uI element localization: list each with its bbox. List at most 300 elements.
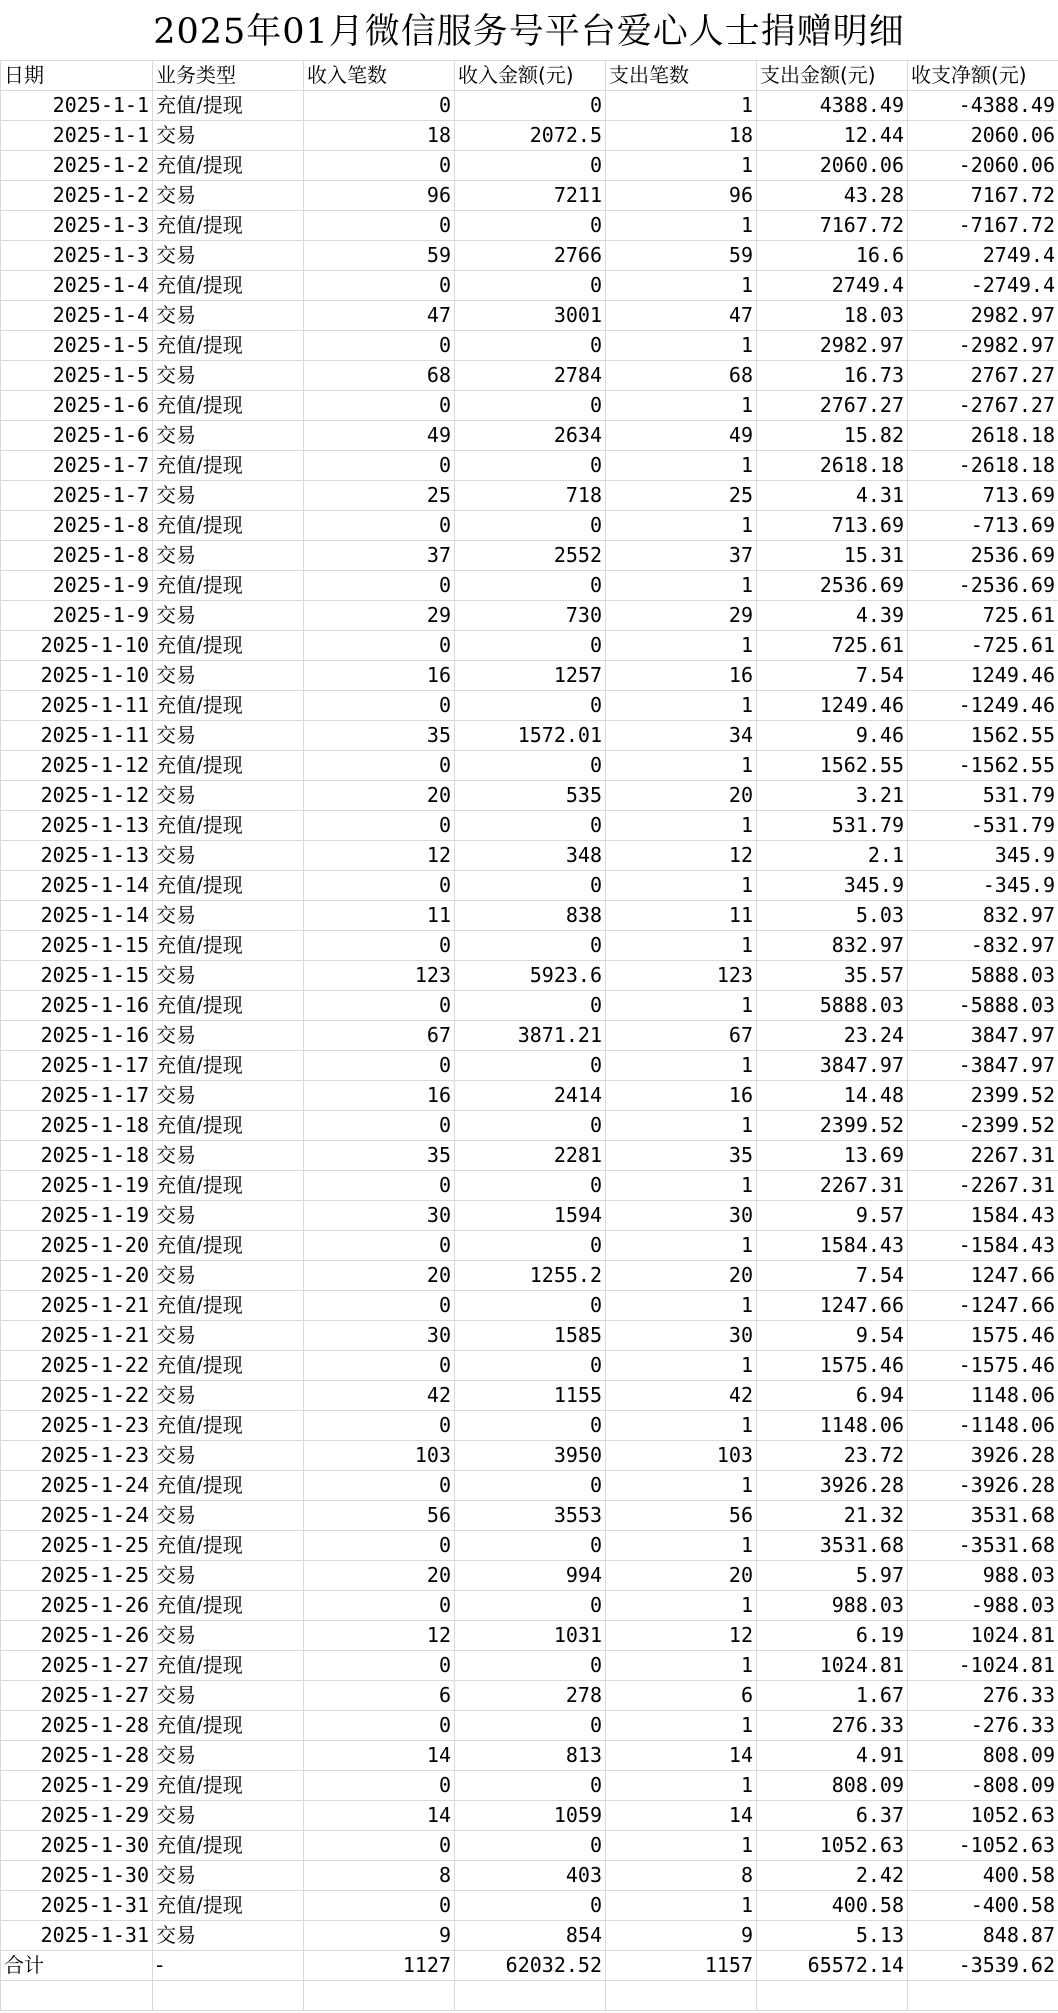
cell-expense-amount[interactable]: 725.61 (757, 631, 908, 661)
cell-expense-amount[interactable]: 2618.18 (757, 451, 908, 481)
cell-type[interactable]: 充值/提现 (153, 91, 304, 121)
cell-type[interactable]: 交易 (153, 121, 304, 151)
cell-expense-count[interactable]: 20 (606, 1561, 757, 1591)
cell-date[interactable]: 2025-1-6 (1, 421, 153, 451)
cell-income-amount[interactable]: 0 (455, 331, 606, 361)
cell-net-amount[interactable]: 531.79 (908, 781, 1058, 811)
cell-income-amount[interactable]: 0 (455, 1111, 606, 1141)
cell-date[interactable]: 2025-1-5 (1, 331, 153, 361)
cell-expense-amount[interactable]: 43.28 (757, 181, 908, 211)
cell-type[interactable]: 交易 (153, 1441, 304, 1471)
cell-expense-count[interactable]: 1 (606, 991, 757, 1021)
cell-expense-count[interactable]: 1 (606, 1831, 757, 1861)
cell-income-count[interactable]: 9 (304, 1921, 455, 1951)
cell-type[interactable]: 交易 (153, 361, 304, 391)
cell-income-count[interactable]: 0 (304, 1531, 455, 1561)
cell-type[interactable]: 充值/提现 (153, 151, 304, 181)
cell-date[interactable]: 2025-1-27 (1, 1651, 153, 1681)
cell-income-amount[interactable]: 0 (455, 511, 606, 541)
cell-income-amount[interactable]: 2634 (455, 421, 606, 451)
cell-income-amount[interactable]: 0 (455, 211, 606, 241)
cell-income-count[interactable]: 0 (304, 1291, 455, 1321)
cell-date[interactable]: 2025-1-30 (1, 1861, 153, 1891)
cell-date[interactable]: 2025-1-10 (1, 631, 153, 661)
cell-net-amount[interactable]: 3531.68 (908, 1501, 1058, 1531)
cell-date[interactable]: 2025-1-22 (1, 1381, 153, 1411)
cell-type[interactable]: 交易 (153, 841, 304, 871)
cell-net-amount[interactable]: -400.58 (908, 1891, 1058, 1921)
cell-net-amount[interactable]: 1247.66 (908, 1261, 1058, 1291)
cell-type[interactable]: 充值/提现 (153, 1531, 304, 1561)
cell-expense-amount[interactable]: 2399.52 (757, 1111, 908, 1141)
cell-expense-amount[interactable]: 5.97 (757, 1561, 908, 1591)
cell-date[interactable]: 2025-1-13 (1, 811, 153, 841)
cell-expense-amount[interactable]: 1584.43 (757, 1231, 908, 1261)
cell-income-amount[interactable]: 854 (455, 1921, 606, 1951)
cell-income-amount[interactable]: 0 (455, 571, 606, 601)
cell-net-amount[interactable]: 345.9 (908, 841, 1058, 871)
cell-income-amount[interactable]: 0 (455, 391, 606, 421)
cell-date[interactable]: 2025-1-7 (1, 481, 153, 511)
cell-income-count[interactable]: 20 (304, 781, 455, 811)
cell-expense-count[interactable]: 1 (606, 1231, 757, 1261)
cell-net-amount[interactable]: 725.61 (908, 601, 1058, 631)
cell-expense-amount[interactable]: 2267.31 (757, 1171, 908, 1201)
cell-expense-amount[interactable]: 15.31 (757, 541, 908, 571)
cell-expense-amount[interactable]: 2749.4 (757, 271, 908, 301)
cell-expense-amount[interactable]: 1052.63 (757, 1831, 908, 1861)
cell-date[interactable]: 2025-1-2 (1, 151, 153, 181)
cell-expense-amount[interactable]: 5888.03 (757, 991, 908, 1021)
cell-expense-amount[interactable]: 1562.55 (757, 751, 908, 781)
cell-income-count[interactable]: 56 (304, 1501, 455, 1531)
cell-expense-amount[interactable]: 14.48 (757, 1081, 908, 1111)
cell-net-amount[interactable]: -1247.66 (908, 1291, 1058, 1321)
cell-date[interactable]: 2025-1-26 (1, 1591, 153, 1621)
cell-expense-count[interactable]: 1 (606, 1531, 757, 1561)
cell-expense-amount[interactable]: 2982.97 (757, 331, 908, 361)
cell-expense-amount[interactable]: 808.09 (757, 1771, 908, 1801)
cell-expense-amount[interactable]: 5.03 (757, 901, 908, 931)
empty-cell[interactable] (606, 1981, 757, 2011)
cell-expense-count[interactable]: 1 (606, 511, 757, 541)
empty-cell[interactable] (153, 1981, 304, 2011)
cell-expense-amount[interactable]: 13.69 (757, 1141, 908, 1171)
cell-expense-amount[interactable]: 3.21 (757, 781, 908, 811)
cell-income-amount[interactable]: 7211 (455, 181, 606, 211)
cell-net-amount[interactable]: 1052.63 (908, 1801, 1058, 1831)
cell-income-amount[interactable]: 2072.5 (455, 121, 606, 151)
cell-income-amount[interactable]: 3553 (455, 1501, 606, 1531)
cell-income-amount[interactable]: 838 (455, 901, 606, 931)
cell-type[interactable]: 充值/提现 (153, 511, 304, 541)
cell-type[interactable]: 交易 (153, 1561, 304, 1591)
cell-date[interactable]: 2025-1-12 (1, 781, 153, 811)
cell-type[interactable]: 充值/提现 (153, 271, 304, 301)
cell-income-count[interactable]: 16 (304, 661, 455, 691)
cell-income-count[interactable]: 0 (304, 1411, 455, 1441)
cell-expense-amount[interactable]: 1024.81 (757, 1651, 908, 1681)
cell-net-amount[interactable]: 2060.06 (908, 121, 1058, 151)
cell-income-amount[interactable]: 1155 (455, 1381, 606, 1411)
cell-date[interactable]: 2025-1-19 (1, 1171, 153, 1201)
cell-expense-count[interactable]: 56 (606, 1501, 757, 1531)
cell-type[interactable]: 充值/提现 (153, 1651, 304, 1681)
cell-income-count[interactable]: 0 (304, 451, 455, 481)
cell-income-count[interactable]: 0 (304, 1471, 455, 1501)
cell-type[interactable]: 交易 (153, 541, 304, 571)
cell-net-amount[interactable]: 2749.4 (908, 241, 1058, 271)
cell-net-amount[interactable]: -1584.43 (908, 1231, 1058, 1261)
cell-income-amount[interactable]: 0 (455, 1651, 606, 1681)
cell-expense-count[interactable]: 1 (606, 571, 757, 601)
cell-type[interactable]: 交易 (153, 181, 304, 211)
cell-net-amount[interactable]: -2618.18 (908, 451, 1058, 481)
cell-date[interactable]: 2025-1-10 (1, 661, 153, 691)
cell-income-amount[interactable]: 0 (455, 691, 606, 721)
cell-expense-amount[interactable]: 531.79 (757, 811, 908, 841)
cell-income-amount[interactable]: 0 (455, 1771, 606, 1801)
cell-expense-amount[interactable]: 18.03 (757, 301, 908, 331)
cell-income-amount[interactable]: 994 (455, 1561, 606, 1591)
cell-income-amount[interactable]: 0 (455, 1591, 606, 1621)
cell-expense-amount[interactable]: 400.58 (757, 1891, 908, 1921)
cell-net-amount[interactable]: -345.9 (908, 871, 1058, 901)
cell-income-amount[interactable]: 0 (455, 931, 606, 961)
cell-expense-amount[interactable]: 16.6 (757, 241, 908, 271)
cell-income-count[interactable]: 59 (304, 241, 455, 271)
cell-expense-count[interactable]: 1 (606, 91, 757, 121)
cell-type[interactable]: 交易 (153, 421, 304, 451)
cell-date[interactable]: 2025-1-22 (1, 1351, 153, 1381)
cell-income-count[interactable]: 0 (304, 1651, 455, 1681)
cell-date[interactable]: 2025-1-3 (1, 241, 153, 271)
cell-income-amount[interactable]: 813 (455, 1741, 606, 1771)
cell-income-count[interactable]: 96 (304, 181, 455, 211)
cell-income-count[interactable]: 0 (304, 1711, 455, 1741)
cell-expense-count[interactable]: 34 (606, 721, 757, 751)
cell-net-amount[interactable]: 808.09 (908, 1741, 1058, 1771)
cell-type[interactable]: 充值/提现 (153, 1711, 304, 1741)
col-header-net-amount[interactable]: 收支净额(元) (908, 61, 1058, 91)
cell-date[interactable]: 2025-1-16 (1, 1021, 153, 1051)
cell-income-amount[interactable]: 3001 (455, 301, 606, 331)
cell-expense-count[interactable]: 1 (606, 151, 757, 181)
cell-income-count[interactable]: 0 (304, 1831, 455, 1861)
cell-type[interactable]: 交易 (153, 1021, 304, 1051)
cell-type[interactable]: 充值/提现 (153, 631, 304, 661)
cell-income-amount[interactable]: 2281 (455, 1141, 606, 1171)
col-header-income-count[interactable]: 收入笔数 (304, 61, 455, 91)
cell-type[interactable]: 交易 (153, 601, 304, 631)
cell-type[interactable]: 交易 (153, 1741, 304, 1771)
cell-income-count[interactable]: 0 (304, 1111, 455, 1141)
cell-income-count[interactable]: 14 (304, 1741, 455, 1771)
cell-expense-amount[interactable]: 23.72 (757, 1441, 908, 1471)
cell-type[interactable]: 充值/提现 (153, 991, 304, 1021)
cell-date[interactable]: 2025-1-8 (1, 511, 153, 541)
cell-expense-count[interactable]: 20 (606, 1261, 757, 1291)
cell-expense-count[interactable]: 1 (606, 1291, 757, 1321)
cell-net-amount[interactable]: -2749.4 (908, 271, 1058, 301)
cell-expense-count[interactable]: 12 (606, 841, 757, 871)
col-header-expense-count[interactable]: 支出笔数 (606, 61, 757, 91)
cell-date[interactable]: 2025-1-25 (1, 1561, 153, 1591)
cell-date[interactable]: 2025-1-26 (1, 1621, 153, 1651)
cell-net-amount[interactable]: -3847.97 (908, 1051, 1058, 1081)
cell-expense-amount[interactable]: 4.91 (757, 1741, 908, 1771)
cell-type[interactable]: 交易 (153, 1201, 304, 1231)
cell-type[interactable]: 交易 (153, 241, 304, 271)
cell-type[interactable]: 充值/提现 (153, 691, 304, 721)
cell-type[interactable]: 充值/提现 (153, 571, 304, 601)
cell-income-count[interactable]: 0 (304, 1231, 455, 1261)
cell-net-amount[interactable]: -725.61 (908, 631, 1058, 661)
cell-expense-count[interactable]: 14 (606, 1801, 757, 1831)
cell-type[interactable]: 充值/提现 (153, 1411, 304, 1441)
cell-expense-count[interactable]: 103 (606, 1441, 757, 1471)
cell-income-amount[interactable]: 3950 (455, 1441, 606, 1471)
cell-income-count[interactable]: 16 (304, 1081, 455, 1111)
cell-income-amount[interactable]: 1594 (455, 1201, 606, 1231)
cell-expense-amount[interactable]: 832.97 (757, 931, 908, 961)
cell-income-amount[interactable]: 0 (455, 631, 606, 661)
col-header-expense-amount[interactable]: 支出金额(元) (757, 61, 908, 91)
cell-date[interactable]: 2025-1-15 (1, 961, 153, 991)
cell-date[interactable]: 2025-1-9 (1, 571, 153, 601)
cell-type[interactable]: 充值/提现 (153, 871, 304, 901)
cell-net-amount[interactable]: -1052.63 (908, 1831, 1058, 1861)
cell-expense-count[interactable]: 1 (606, 1711, 757, 1741)
cell-expense-amount[interactable]: 3531.68 (757, 1531, 908, 1561)
cell-date[interactable]: 2025-1-24 (1, 1471, 153, 1501)
cell-expense-amount[interactable]: 2.42 (757, 1861, 908, 1891)
cell-income-amount[interactable]: 0 (455, 751, 606, 781)
cell-income-amount[interactable]: 1585 (455, 1321, 606, 1351)
cell-income-amount[interactable]: 1031 (455, 1621, 606, 1651)
cell-income-amount[interactable]: 730 (455, 601, 606, 631)
cell-expense-count[interactable]: 96 (606, 181, 757, 211)
cell-date[interactable]: 2025-1-17 (1, 1051, 153, 1081)
cell-type[interactable]: 充值/提现 (153, 751, 304, 781)
cell-net-amount[interactable]: 988.03 (908, 1561, 1058, 1591)
cell-income-amount[interactable]: 5923.6 (455, 961, 606, 991)
cell-income-amount[interactable]: 1059 (455, 1801, 606, 1831)
cell-income-count[interactable]: 12 (304, 1621, 455, 1651)
cell-date[interactable]: 2025-1-29 (1, 1801, 153, 1831)
cell-income-count[interactable]: 8 (304, 1861, 455, 1891)
cell-type[interactable]: 充值/提现 (153, 1831, 304, 1861)
cell-date[interactable]: 2025-1-3 (1, 211, 153, 241)
cell-income-count[interactable]: 30 (304, 1321, 455, 1351)
cell-net-amount[interactable]: 1249.46 (908, 661, 1058, 691)
cell-income-count[interactable]: 42 (304, 1381, 455, 1411)
cell-expense-count[interactable]: 29 (606, 601, 757, 631)
cell-date[interactable]: 2025-1-24 (1, 1501, 153, 1531)
cell-date[interactable]: 2025-1-21 (1, 1291, 153, 1321)
cell-net-amount[interactable]: 848.87 (908, 1921, 1058, 1951)
cell-expense-count[interactable]: 1 (606, 691, 757, 721)
cell-type[interactable]: 充值/提现 (153, 1171, 304, 1201)
cell-expense-amount[interactable]: 1249.46 (757, 691, 908, 721)
cell-net-amount[interactable]: -1575.46 (908, 1351, 1058, 1381)
cell-type[interactable]: 交易 (153, 1681, 304, 1711)
cell-expense-count[interactable]: 1 (606, 811, 757, 841)
cell-income-amount[interactable]: 1257 (455, 661, 606, 691)
cell-date[interactable]: 2025-1-23 (1, 1441, 153, 1471)
cell-income-count[interactable]: 20 (304, 1561, 455, 1591)
cell-income-count[interactable]: 20 (304, 1261, 455, 1291)
cell-income-count[interactable]: 67 (304, 1021, 455, 1051)
cell-income-amount[interactable]: 718 (455, 481, 606, 511)
total-label[interactable]: 合计 (1, 1951, 153, 1981)
cell-type[interactable]: 充值/提现 (153, 1291, 304, 1321)
cell-net-amount[interactable]: -713.69 (908, 511, 1058, 541)
cell-income-count[interactable]: 0 (304, 1051, 455, 1081)
cell-type[interactable]: 充值/提现 (153, 931, 304, 961)
cell-income-count[interactable]: 68 (304, 361, 455, 391)
cell-income-count[interactable]: 0 (304, 991, 455, 1021)
cell-income-amount[interactable]: 0 (455, 1711, 606, 1741)
cell-type[interactable]: 交易 (153, 1921, 304, 1951)
cell-date[interactable]: 2025-1-9 (1, 601, 153, 631)
cell-income-amount[interactable]: 0 (455, 1831, 606, 1861)
cell-date[interactable]: 2025-1-7 (1, 451, 153, 481)
cell-type[interactable]: 交易 (153, 901, 304, 931)
cell-income-amount[interactable]: 0 (455, 1471, 606, 1501)
cell-income-count[interactable]: 49 (304, 421, 455, 451)
cell-expense-count[interactable]: 42 (606, 1381, 757, 1411)
cell-net-amount[interactable]: -1249.46 (908, 691, 1058, 721)
col-header-income-amount[interactable]: 收入金额(元) (455, 61, 606, 91)
cell-date[interactable]: 2025-1-28 (1, 1741, 153, 1771)
cell-type[interactable]: 交易 (153, 1861, 304, 1891)
cell-net-amount[interactable]: -2399.52 (908, 1111, 1058, 1141)
cell-income-count[interactable]: 0 (304, 271, 455, 301)
cell-expense-count[interactable]: 1 (606, 1891, 757, 1921)
cell-income-count[interactable]: 0 (304, 391, 455, 421)
cell-date[interactable]: 2025-1-16 (1, 991, 153, 1021)
cell-expense-count[interactable]: 8 (606, 1861, 757, 1891)
empty-cell[interactable] (757, 1981, 908, 2011)
cell-income-count[interactable]: 0 (304, 511, 455, 541)
cell-expense-amount[interactable]: 1247.66 (757, 1291, 908, 1321)
cell-expense-count[interactable]: 1 (606, 331, 757, 361)
cell-type[interactable]: 交易 (153, 781, 304, 811)
cell-expense-count[interactable]: 35 (606, 1141, 757, 1171)
cell-expense-amount[interactable]: 4.39 (757, 601, 908, 631)
cell-income-amount[interactable]: 3871.21 (455, 1021, 606, 1051)
cell-income-count[interactable]: 0 (304, 931, 455, 961)
cell-income-count[interactable]: 0 (304, 571, 455, 601)
cell-expense-amount[interactable]: 2.1 (757, 841, 908, 871)
cell-expense-amount[interactable]: 12.44 (757, 121, 908, 151)
cell-expense-count[interactable]: 1 (606, 751, 757, 781)
cell-type[interactable]: 交易 (153, 301, 304, 331)
cell-expense-count[interactable]: 6 (606, 1681, 757, 1711)
cell-income-count[interactable]: 0 (304, 1351, 455, 1381)
cell-income-count[interactable]: 0 (304, 1891, 455, 1921)
cell-expense-amount[interactable]: 5.13 (757, 1921, 908, 1951)
cell-date[interactable]: 2025-1-2 (1, 181, 153, 211)
cell-expense-amount[interactable]: 16.73 (757, 361, 908, 391)
cell-net-amount[interactable]: 1148.06 (908, 1381, 1058, 1411)
cell-income-count[interactable]: 35 (304, 1141, 455, 1171)
cell-income-count[interactable]: 0 (304, 331, 455, 361)
cell-expense-amount[interactable]: 4388.49 (757, 91, 908, 121)
cell-income-amount[interactable]: 0 (455, 91, 606, 121)
cell-type[interactable]: 交易 (153, 1381, 304, 1411)
cell-date[interactable]: 2025-1-5 (1, 361, 153, 391)
cell-net-amount[interactable]: 832.97 (908, 901, 1058, 931)
cell-type[interactable]: 充值/提现 (153, 1231, 304, 1261)
cell-income-amount[interactable]: 0 (455, 451, 606, 481)
cell-type[interactable]: 充值/提现 (153, 1771, 304, 1801)
cell-expense-count[interactable]: 1 (606, 1471, 757, 1501)
total-income-amount[interactable]: 62032.52 (455, 1951, 606, 1981)
cell-date[interactable]: 2025-1-14 (1, 901, 153, 931)
cell-income-count[interactable]: 0 (304, 1591, 455, 1621)
cell-type[interactable]: 充值/提现 (153, 1111, 304, 1141)
cell-type[interactable]: 交易 (153, 1081, 304, 1111)
cell-income-count[interactable]: 0 (304, 631, 455, 661)
cell-income-amount[interactable]: 2766 (455, 241, 606, 271)
cell-income-count[interactable]: 0 (304, 811, 455, 841)
cell-income-amount[interactable]: 0 (455, 1291, 606, 1321)
cell-income-count[interactable]: 47 (304, 301, 455, 331)
cell-date[interactable]: 2025-1-17 (1, 1081, 153, 1111)
cell-expense-amount[interactable]: 276.33 (757, 1711, 908, 1741)
cell-net-amount[interactable]: -988.03 (908, 1591, 1058, 1621)
cell-income-amount[interactable]: 0 (455, 1891, 606, 1921)
cell-date[interactable]: 2025-1-23 (1, 1411, 153, 1441)
cell-net-amount[interactable]: -1024.81 (908, 1651, 1058, 1681)
cell-income-count[interactable]: 0 (304, 91, 455, 121)
cell-net-amount[interactable]: -3531.68 (908, 1531, 1058, 1561)
cell-income-count[interactable]: 0 (304, 1771, 455, 1801)
cell-expense-count[interactable]: 1 (606, 211, 757, 241)
cell-type[interactable]: 充值/提现 (153, 211, 304, 241)
cell-expense-amount[interactable]: 2060.06 (757, 151, 908, 181)
cell-type[interactable]: 交易 (153, 661, 304, 691)
cell-date[interactable]: 2025-1-20 (1, 1261, 153, 1291)
cell-income-count[interactable]: 14 (304, 1801, 455, 1831)
cell-income-count[interactable]: 123 (304, 961, 455, 991)
cell-expense-count[interactable]: 1 (606, 391, 757, 421)
cell-expense-amount[interactable]: 4.31 (757, 481, 908, 511)
cell-type[interactable]: 充值/提现 (153, 811, 304, 841)
cell-expense-amount[interactable]: 3847.97 (757, 1051, 908, 1081)
cell-date[interactable]: 2025-1-11 (1, 691, 153, 721)
cell-net-amount[interactable]: 3926.28 (908, 1441, 1058, 1471)
cell-income-amount[interactable]: 0 (455, 811, 606, 841)
cell-expense-amount[interactable]: 345.9 (757, 871, 908, 901)
cell-expense-amount[interactable]: 2767.27 (757, 391, 908, 421)
cell-expense-count[interactable]: 1 (606, 1051, 757, 1081)
cell-type[interactable]: 充值/提现 (153, 451, 304, 481)
cell-date[interactable]: 2025-1-21 (1, 1321, 153, 1351)
cell-type[interactable]: 充值/提现 (153, 1351, 304, 1381)
cell-net-amount[interactable]: 713.69 (908, 481, 1058, 511)
cell-type[interactable]: 交易 (153, 1801, 304, 1831)
cell-expense-count[interactable]: 47 (606, 301, 757, 331)
cell-expense-count[interactable]: 1 (606, 1591, 757, 1621)
cell-expense-amount[interactable]: 3926.28 (757, 1471, 908, 1501)
cell-expense-count[interactable]: 1 (606, 631, 757, 661)
total-expense-amount[interactable]: 65572.14 (757, 1951, 908, 1981)
cell-net-amount[interactable]: -5888.03 (908, 991, 1058, 1021)
cell-net-amount[interactable]: 3847.97 (908, 1021, 1058, 1051)
